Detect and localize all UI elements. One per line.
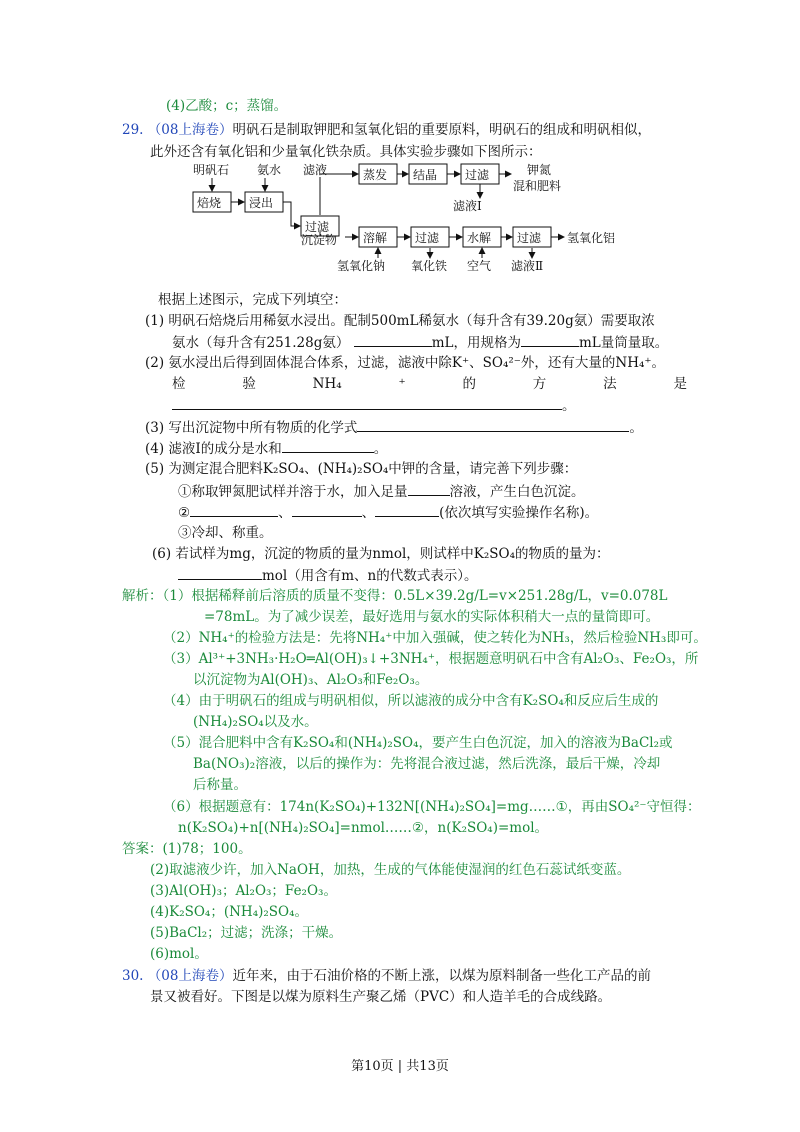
box-guolv3-text: 过滤 [415,231,440,245]
q29-stem-text1: 明矾石是制取钾肥和氢氧化铝的重要原料，明矾石的组成和明矾相似， [232,122,651,138]
p2b-word-6: 法 [603,376,617,392]
answer-line-5: (5)BaCl₂；过滤；洗涤；干燥。 [150,925,343,941]
box-zhengfa-text: 蒸发 [363,168,388,182]
analysis-line-5c: 后称量。 [193,777,247,793]
q29-part4: (4) 滤液Ⅰ的成分是水和 。 [145,438,387,459]
p2b-word-0: 检 [172,376,186,392]
answer-line-2: (2)取滤液少许，加入NaOH，加热，生成的气体能使湿润的红色石蕊试纸变蓝。 [150,862,631,878]
box-guolv1-text: 过滤 [305,220,330,234]
p2b-word-2: NH₄ [312,376,342,392]
q29-part6-line2 [178,565,478,586]
q29-part3-text: (3) 写出沉淀物中所有物质的化学式 [145,420,358,436]
p2b-word-3: ⁺ [398,376,406,392]
box-guolv2-text: 过滤 [465,168,490,182]
box-guolv4-text: 过滤 [517,231,542,245]
label-mingfanshi: 明矾石 [193,163,230,177]
q29-number: 29. [122,122,144,138]
answer-blank-nh4-test[interactable] [172,395,562,410]
label-qingyanghualv: 氢氧化铝 [567,231,616,245]
answer-blank-cylinder[interactable] [521,332,579,347]
analysis-line-1a: 解析：（1）根据稀释前后溶质的质量不变得：0.5L×39.2g/L=v×251.28g/L，v=0.078L [122,588,668,604]
q29-part1-text-c: mL量筒量取。 [578,335,669,351]
q29-part1-text-a: 氨水（每升含有251.28g氨） [172,335,350,351]
p2b-word-7: 是 [673,376,687,392]
answer-blank-filtrate[interactable] [282,438,374,453]
analysis-line-6a: （6）根据题意有：174n(K₂SO₄)+132N[(NH₄)₂SO₄]=mg……①，再由SO₄²⁻守恒得： [163,799,701,815]
q29-part4-text: (4) 滤液Ⅰ的成分是水和 [145,441,282,457]
q29-part5: (5) 为测定混合肥料K₂SO₄、(NH₄)₂SO₄中钾的含量，请完善下列步骤： [145,461,578,477]
analysis-line-3a: （3）Al³⁺+3NH₃·H₂O═Al(OH)₃↓+3NH₄⁺，根据题意明矾石中含有Al₂O₃、Fe₂O₃，所 [163,651,699,667]
q29-part2-line2 [172,374,687,394]
label-jiadan: 钾氮 [527,163,552,177]
q29-part5-step2: ② 、 、 (依次填写实验操作名称)。 [178,502,598,523]
prev-answer: (4)乙酸；c；蒸馏。 [166,98,288,114]
q29-part5-step1-text: ①称取钾氮肥试样并溶于水，加入足量 [178,484,408,500]
q29-source: （08上海卷） [147,122,233,138]
answer-blank-op2[interactable] [292,502,362,517]
q30-source: （08上海卷） [147,968,233,984]
q29-part1-text-b: mL，用规格为 [431,335,521,351]
answer-label: 答案： [122,841,163,857]
box-jiejing-text: 结晶 [413,168,438,182]
box-beishao-text: 焙烧 [197,196,222,210]
answer-blank-op1[interactable] [190,502,278,517]
q29-part5-step2-end: (依次填写实验操作名称)。 [439,505,599,521]
page-footer: 第10页 | 共13页 [351,1059,449,1074]
answer-blank-precipitate[interactable] [357,417,629,432]
q29-part6-line1: (6) 若试样为mg，沉淀的物质的量为nmol，则试样中K₂SO₄的物质的量为： [152,546,610,562]
analysis-line-1b: =78mL。为了减少误差，最好选用与氨水的实际体积稍大一点的量筒即可。 [204,609,660,625]
p2b-word-5: 方 [532,376,547,392]
answer-line-3: (3)Al(OH)₃；Al₂O₃；Fe₂O₃。 [150,883,337,899]
q29-part5-step1-end: 溶液，产生白色沉淀。 [449,484,585,500]
q29-stem-line1 [122,120,651,140]
label-chendianwu: 沉淀物 [301,233,338,247]
q29-part6-text: mol（用含有m、n的代数式表示）。 [262,568,478,584]
q30-stem-line1 [122,966,651,986]
analysis-label: 解析： [122,588,163,604]
label-naoh: 氢氧化钠 [337,259,386,273]
label-hunhe: 混和肥料 [513,179,562,193]
process-flow-diagram [185,160,625,275]
box-jinchu-text: 浸出 [249,196,274,210]
answer-blank-volume[interactable] [354,332,432,347]
p2b-word-1: 验 [242,376,256,392]
answer-blank-k2so4[interactable] [178,565,262,580]
q30-number: 30. [122,968,144,984]
label-lvye: 滤液 [303,163,328,177]
label-lvye2: 滤液Ⅱ [511,259,544,273]
analysis-line-3b: 以沉淀物为Al(OH)₃、Al₂O₃和Fe₂O₃。 [193,672,429,688]
q29-part3: (3) 写出沉淀物中所有物质的化学式 。 [145,417,643,438]
answer-line-1: 答案：(1)78；100。 [122,841,252,857]
q29-part5-step1 [178,481,585,502]
analysis-line-5b: Ba(NO₃)₂溶液，以后的操作为：先将混合液过滤，然后洗涤，最后干燥，冷却 [193,756,661,772]
analysis-line-2: （2）NH₄⁺的检验方法是：先将NH₄⁺中加入强碱，使之转化为NH₃，然后检验NH₃即可。 [163,630,707,646]
analysis-line-5a: （5）混合肥料中含有K₂SO₄和(NH₄)₂SO₄，要产生白色沉淀，加入的溶液为BaCl₂或 [163,735,673,751]
answer-line-4: (4)K₂SO₄；(NH₄)₂SO₄。 [150,904,309,920]
q29-intro: 根据上述图示，完成下列填空： [158,292,347,308]
analysis-line-4a: （4）由于明矾石的组成与明矾相似，所以滤液的成分中含有K₂SO₄和反应后生成的 [163,693,659,709]
q29-stem-line2: 此外还含有氧化铝和少量氧化铁杂质。具体实验步骤如下图所示： [150,144,542,160]
q29-part5-step3: ③冷却、称重。 [178,525,273,541]
label-lvye1: 滤液Ⅰ [453,199,482,213]
q29-part2-line3: 。 [172,395,576,416]
answer-blank-op3[interactable] [375,502,439,517]
label-kongqi: 空气 [467,259,492,273]
q30-stem-line2: 景又被看好。下图是以煤为原料生产聚乙烯（PVC）和人造羊毛的合成线路。 [150,989,612,1005]
p2b-word-4: 的 [462,376,476,392]
box-shuijie-text: 水解 [467,231,492,245]
answer-blank-reagent[interactable] [408,481,450,496]
q29-part1-line1: (1) 明矾石焙烧后用稀氨水浸出。配制500mL稀氨水（每升含有39.20g氨）需要取浓 [145,313,655,329]
q29-part2-line1: (2) 氨水浸出后得到固体混合体系，过滤，滤液中除K⁺、SO₄²⁻外，还有大量的NH₄⁺。 [145,355,666,371]
label-fe2o3: 氧化铁 [411,259,448,273]
answer-line-6: (6)mol。 [150,946,208,962]
q30-stem-text1: 近年来，由于石油价格的不断上涨，以煤为原料制备一些化工产品的前 [232,968,651,984]
box-rongjie-text: 溶解 [363,231,388,245]
q29-part5-step2-text: ② [178,505,191,521]
q29-part1-line2 [172,332,668,353]
label-anshui: 氨水 [257,163,282,177]
analysis-line-6b: n(K₂SO₄)+n[(NH₄)₂SO₄]=nmol……②，n(K₂SO₄)=mol。 [178,820,549,836]
analysis-line-4b: (NH₄)₂SO₄以及水。 [193,714,318,730]
